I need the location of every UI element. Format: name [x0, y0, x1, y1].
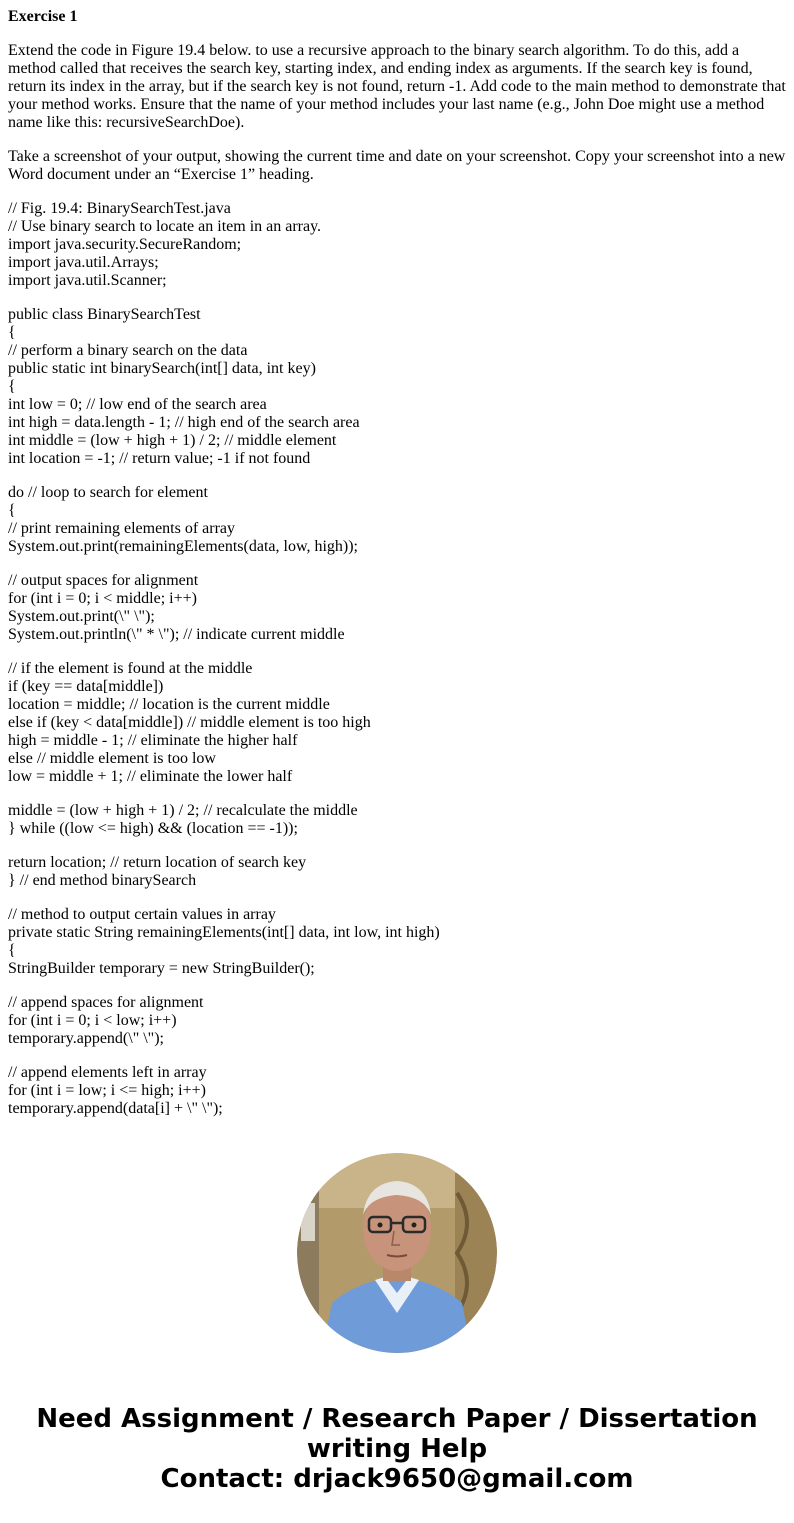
code-line: private static String remainingElements(int[] data, int low, int high): [8, 924, 440, 941]
avatar: [297, 1153, 497, 1353]
code-line: // append spaces for alignment: [8, 994, 204, 1011]
code-line: for (int i = low; i <= high; i++): [8, 1082, 206, 1099]
code-line: {: [8, 502, 16, 519]
code-line: public class BinarySearchTest: [8, 306, 201, 323]
code-line: temporary.append(data[i] + \" \");: [8, 1100, 223, 1117]
code-line: // perform a binary search on the data: [8, 342, 248, 359]
code-line: {: [8, 324, 16, 341]
code-block: [8, 906, 788, 978]
code-line: return location; // return location of search key: [8, 854, 307, 871]
code-line: middle = (low + high + 1) / 2; // recalculate the middle: [8, 802, 358, 819]
code-line: // if the element is found at the middle: [8, 660, 253, 677]
code-line: for (int i = 0; i < middle; i++): [8, 590, 197, 607]
code-block: [8, 660, 788, 786]
code-line: } while ((low <= high) && (location == -1));: [8, 820, 298, 837]
code-block: [8, 484, 788, 556]
code-line: System.out.print(\" \");: [8, 608, 155, 625]
code-line: int low = 0; // low end of the search area: [8, 396, 267, 413]
code-block: [8, 306, 788, 468]
code-line: public static int binarySearch(int[] data, int key): [8, 360, 316, 377]
code-line: import java.security.SecureRandom;: [8, 236, 242, 253]
code-line: System.out.print(remainingElements(data, low, high));: [8, 538, 358, 555]
code-line: {: [8, 378, 16, 395]
code-line: } // end method binarySearch: [8, 872, 197, 889]
code-block: [8, 802, 788, 838]
code-listing: [8, 200, 788, 1118]
code-block: [8, 994, 788, 1048]
promo-banner: [0, 1404, 794, 1494]
code-line: else if (key < data[middle]) // middle element is too high: [8, 714, 371, 731]
code-line: // append elements left in array: [8, 1064, 207, 1081]
banner-line-1: Need Assignment / Research Paper / Dissertation: [36, 1404, 758, 1434]
person-portrait-icon: [297, 1153, 497, 1353]
code-block: [8, 1064, 788, 1118]
code-block: [8, 200, 788, 290]
exercise-heading: Exercise 1: [8, 8, 78, 25]
banner-contact: Contact: drjack9650@gmail.com: [160, 1464, 634, 1494]
code-line: // Use binary search to locate an item in an array.: [8, 218, 322, 235]
code-line: // output spaces for alignment: [8, 572, 199, 589]
code-line: // Fig. 19.4: BinarySearchTest.java: [8, 200, 231, 217]
code-block: [8, 572, 788, 644]
code-line: location = middle; // location is the current middle: [8, 696, 330, 713]
code-line: StringBuilder temporary = new StringBuilder();: [8, 960, 315, 977]
code-line: if (key == data[middle]): [8, 678, 164, 695]
code-line: // print remaining elements of array: [8, 520, 236, 537]
exercise-content: [8, 8, 788, 1134]
screenshot-paragraph: Take a screenshot of your output, showing the current time and date on your screenshot. Copy your screenshot into a new Word document under an “Exercise 1” heading.: [8, 148, 786, 183]
code-line: System.out.println(\" * \"); // indicate current middle: [8, 626, 345, 643]
banner-line-2: writing Help: [306, 1434, 488, 1464]
code-line: {: [8, 942, 16, 959]
code-line: int location = -1; // return value; -1 if not found: [8, 450, 311, 467]
code-line: high = middle - 1; // eliminate the higher half: [8, 732, 298, 749]
code-line: temporary.append(\" \");: [8, 1030, 164, 1047]
code-line: for (int i = 0; i < low; i++): [8, 1012, 177, 1029]
code-line: else // middle element is too low: [8, 750, 216, 767]
code-line: int high = data.length - 1; // high end of the search area: [8, 414, 360, 431]
code-line: // method to output certain values in array: [8, 906, 276, 923]
code-line: import java.util.Arrays;: [8, 254, 159, 271]
instructions-paragraph: Extend the code in Figure 19.4 below. to use a recursive approach to the binary search algorithm. To do this, add a method called that receives the search key, starting index, and ending index as arguments. If the search key is found, return its index in the array, but if the search key is not found, return -1. Add code to the main method to demonstrate that your method works. Ensure that the name of your method includes your last name (e.g., John Doe might use a method name like this: recursiveSearchDoe).: [8, 42, 786, 131]
code-line: int middle = (low + high + 1) / 2; // middle element: [8, 432, 337, 449]
code-block: [8, 854, 788, 890]
code-line: do // loop to search for element: [8, 484, 208, 501]
code-line: low = middle + 1; // eliminate the lower half: [8, 768, 293, 785]
code-line: import java.util.Scanner;: [8, 272, 167, 289]
